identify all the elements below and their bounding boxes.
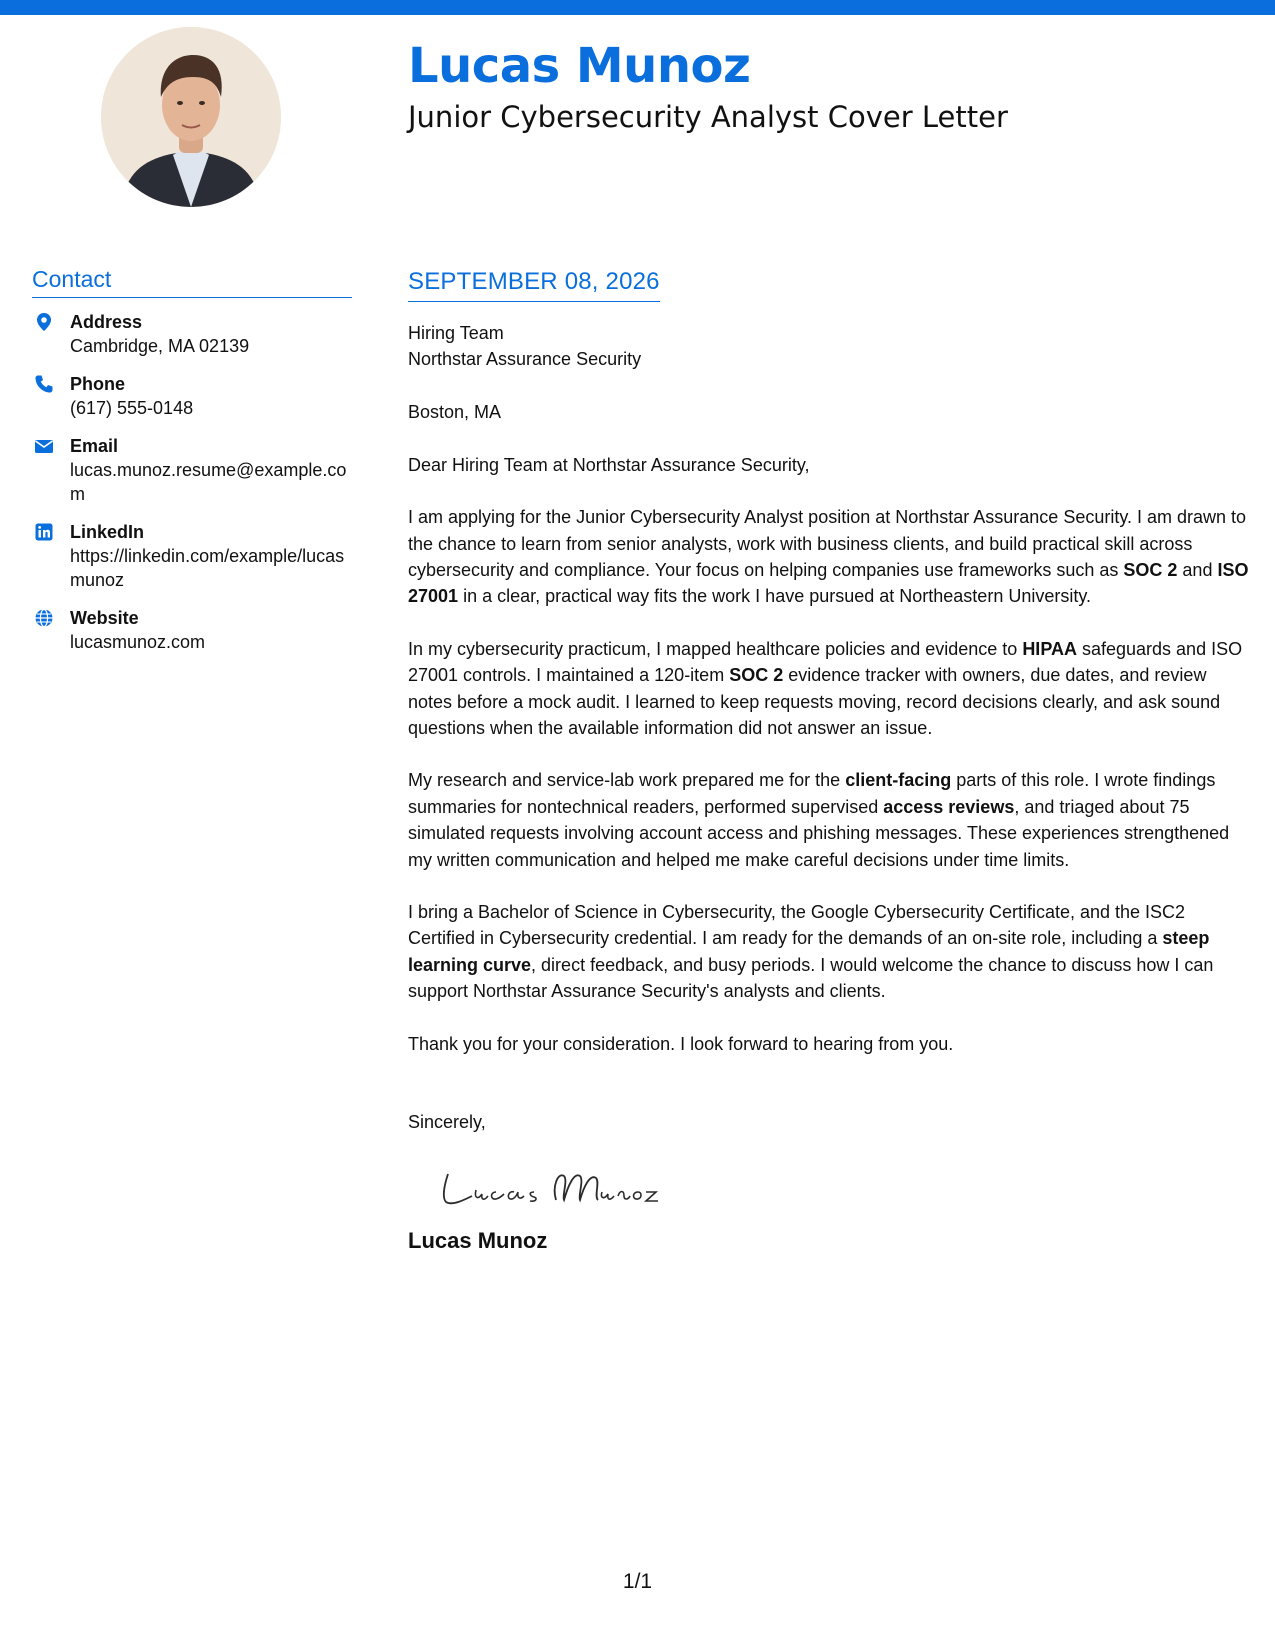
contact-heading: Contact [32,266,352,298]
body-paragraph-3: My research and service-lab work prepared me for the client-facing parts of this role. I wrote findings summaries for nontechnical readers, performed supervised access reviews, and triaged about 75 simulated requests involving account access and phishing messages. These experiences strengthened my written communication and helped me make careful decisions under time limits. [408,770,1230,870]
body-paragraph-5: Thank you for your consideration. I look forward to hearing from you. [408,1033,954,1054]
salutation: Dear Hiring Team at Northstar Assurance Security, [408,454,810,475]
phone-icon [34,374,54,394]
recipient-location: Boston, MA [408,402,502,423]
recipient-line: Hiring Team [408,322,504,343]
letter-body [408,268,1253,1254]
recipient-company: Northstar Assurance Security [408,349,642,370]
linkedin-value[interactable]: https://linkedin.com/example/lucasmunoz [70,545,345,590]
page-number: 1/1 [622,1570,653,1593]
website-value[interactable]: lucasmunoz.com [70,631,206,652]
email-value[interactable]: lucas.munoz.resume@example.com [70,459,347,504]
phone-value: (617) 555-0148 [70,397,194,418]
closing: Sincerely, [408,1112,486,1133]
website-label: Website [70,607,139,628]
document-title: Junior Cybersecurity Analyst Cover Letter [408,100,1008,134]
portrait-photo [101,27,281,207]
letter-date: SEPTEMBER 08, 2026 [408,268,660,302]
body-paragraph-4: I bring a Bachelor of Science in Cybersecurity, the Google Cybersecurity Certificate, and the ISC2 Certified in Cybersecurity credential. I am ready for the demands of an on-site role, including a steep learning curve, direct feedback, and busy periods. I would welcome the chance to discuss how I can support Northstar Assurance Security's analysts and clients. [408,902,1214,1002]
map-pin-icon [34,312,54,332]
contact-item-linkedin [32,520,352,592]
phone-label: Phone [70,373,126,394]
avatar [101,27,281,207]
globe-icon [34,608,54,628]
recipient-block [408,320,1253,426]
envelope-icon [34,436,54,456]
contact-sidebar [32,266,352,668]
contact-item-address [32,310,352,358]
address-value: Cambridge, MA 02139 [70,335,250,356]
applicant-name: Lucas Munoz [408,38,751,94]
address-label: Address [70,311,143,332]
contact-list [32,310,352,654]
email-label: Email [70,435,119,456]
handwritten-signature [434,1156,674,1216]
body-paragraph-2: In my cybersecurity practicum, I mapped healthcare policies and evidence to HIPAA safeguards and ISO 27001 controls. I maintained a 120-item SOC 2 evidence tracker with owners, due dates, and review notes before a mock audit. I learned to keep requests moving, record decisions clearly, and ask sound questions when the available information did not answer an issue. [408,638,1243,739]
contact-item-phone [32,372,352,420]
top-accent-bar [0,0,1275,15]
recipient-blank-line [408,373,1253,400]
contact-item-website [32,606,352,654]
linkedin-label: LinkedIn [70,521,145,542]
signature-name: Lucas Munoz [408,1227,548,1253]
contact-item-email [32,434,352,506]
body-paragraph-1: I am applying for the Junior Cybersecurity Analyst position at Northstar Assurance Security. I am drawn to the chance to learn from senior analysts, work with business clients, and build practical skill across cybersecurity and compliance. Your focus on helping companies use frameworks such as SOC 2 and ISO 27001 in a clear, practical way fits the work I have pursued at Northeastern University. [408,507,1249,607]
linkedin-icon [34,522,54,542]
